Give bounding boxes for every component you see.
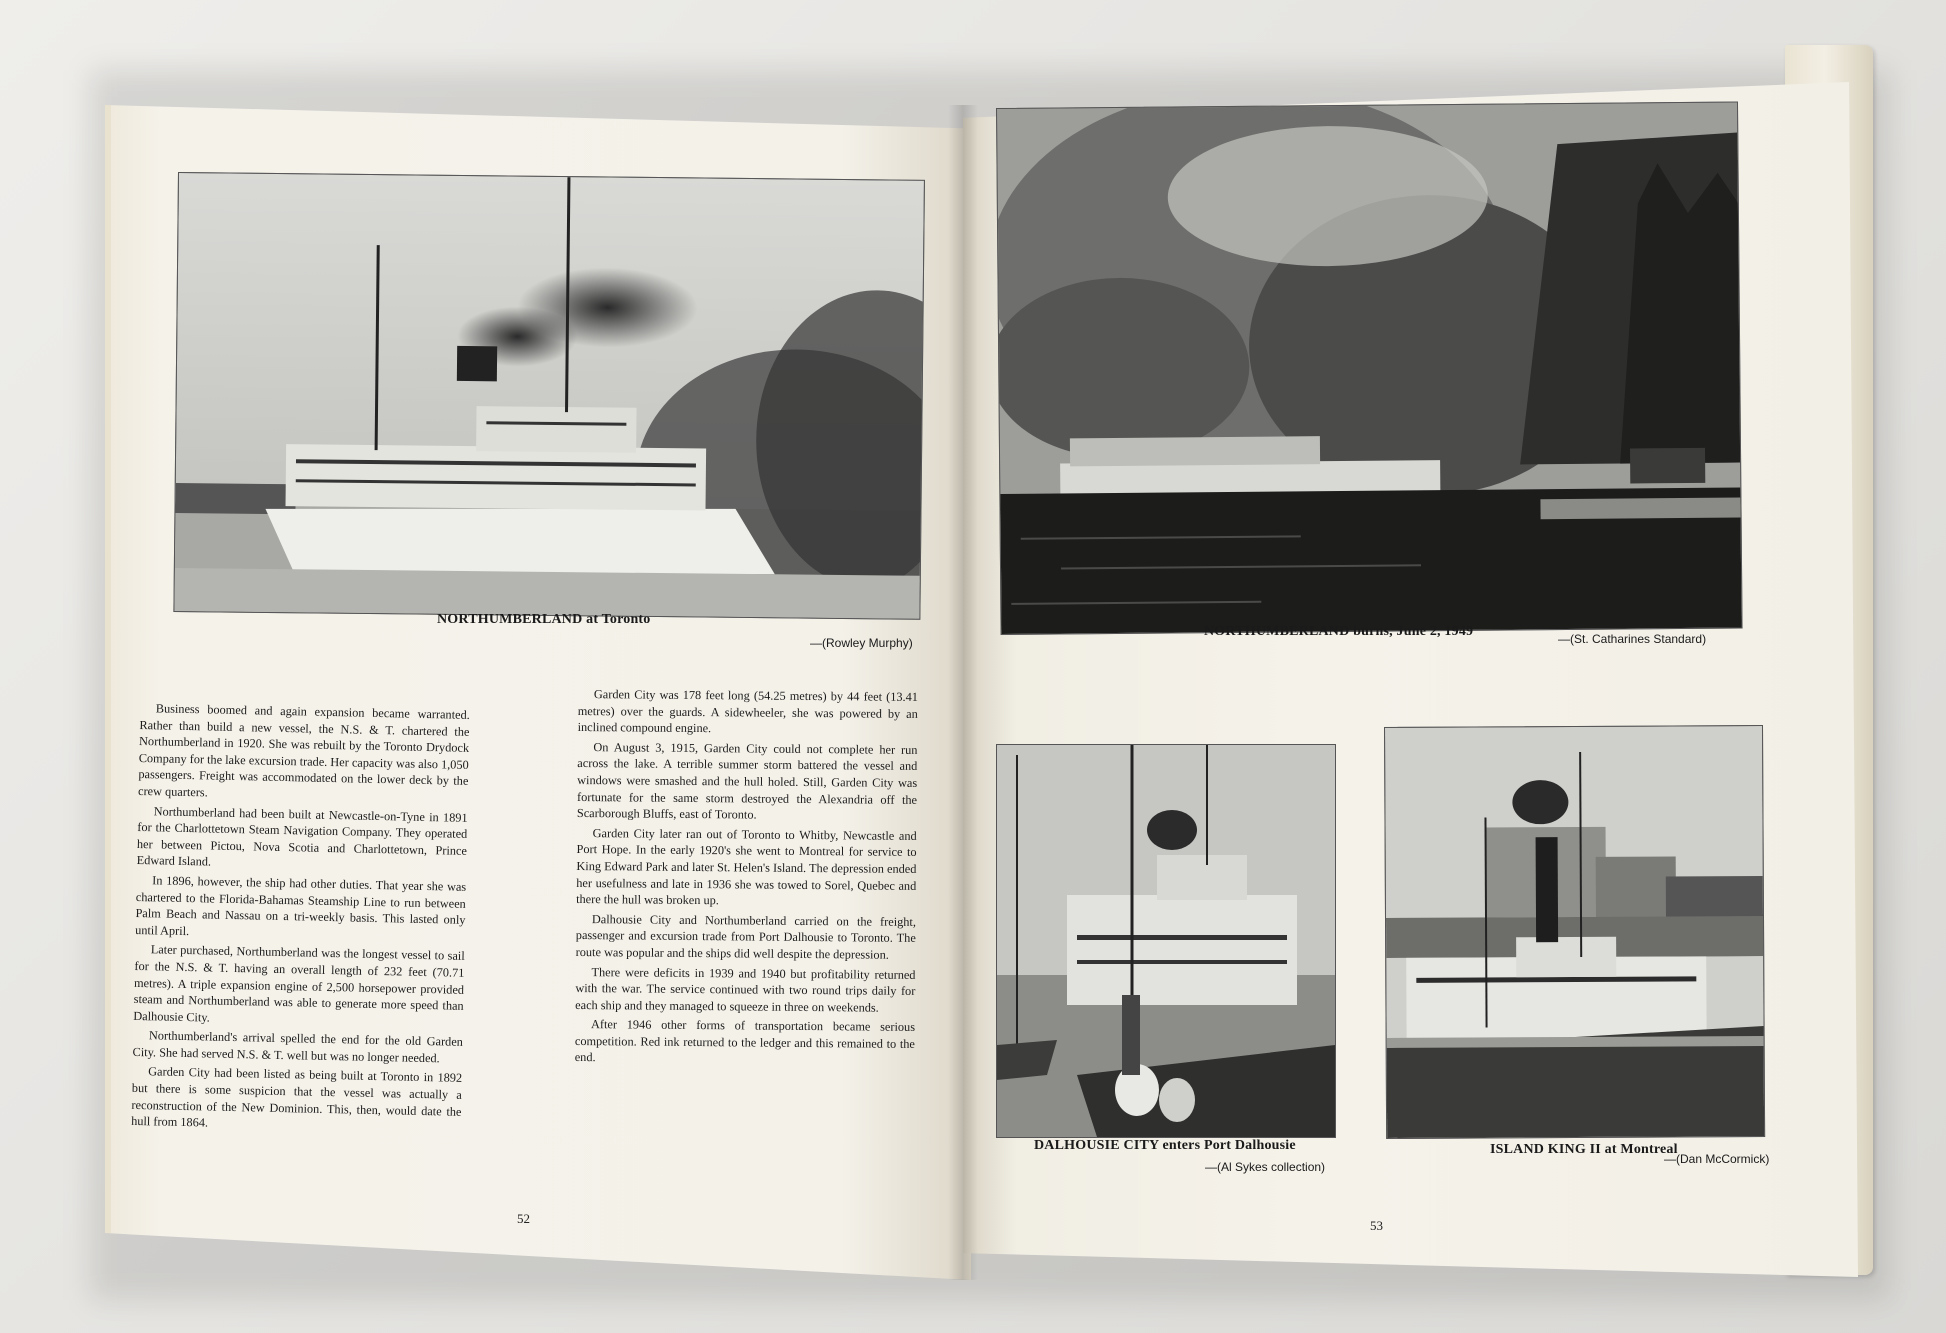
caption-top-right: NORTHUMBERLAND burns, June 2, 1949 (1204, 624, 1474, 639)
photo-dalhousie-city (996, 744, 1336, 1138)
steamship-image (174, 173, 924, 619)
paragraph: In 1896, however, the ship had other duties. That year she was chartered to the Florida-Bahamas Steamship Line to run between Palm Beach and Nassau on a tri-weekly basis. This lasted only until April. (135, 873, 467, 938)
paragraph: Garden City had been listed as being built at Toronto in 1892 but there is some suspicion that the vessel was actually a reconstruction of the New Dominion. This, then, would date the hull from 1864. (131, 1064, 463, 1130)
paragraph: Northumberland's arrival spelled the end for the old Garden City. She had served N.S. & T. well but was no longer needed. (132, 1028, 464, 1066)
paragraph: Garden City later ran out of Toronto to Whitby, Newcastle and Port Hope. In the early 1920's she went to Montreal for service to King Edward Park and later St. Helen's Island. The depression ended her usefulness and late in 1936 she was towed to Sorel, Quebec and there the hull was broken up. (576, 825, 917, 908)
paragraph: There were deficits in 1939 and 1940 but profitability returned with the war. The service continued with two round trips daily for each ship and they managed to squeeze in three on weekends. (575, 964, 916, 1015)
paragraph: Business boomed and again expansion became warranted. Rather than build a new vessel, the N.S. & T. chartered the Northumberland in 1920. She was rebuilt by the Toronto Drydock Company for the lake excursion trade. Her capacity was also 1,050 passengers. Freight was accommodated on the lower deck by the crew quarters. (137, 701, 470, 800)
ferry-image (1385, 726, 1764, 1138)
caption-bottom-right: ISLAND KING II at Montreal (1490, 1142, 1678, 1157)
paragraph: On August 3, 1915, Garden City could not complete her run across the lake. A terrible summer storm battered the vessel and windows were smashed and the hull holed. Still, Garden City was fortunate for the same storm destroyed the Alexandria off the Scarborough Bluffs, east of Toronto. (576, 739, 918, 822)
credit-top-right: —(St. Catharines Standard) (1558, 632, 1707, 646)
photo-northumberland-at-toronto (173, 172, 925, 620)
harbour-image (997, 745, 1335, 1137)
caption-bottom-left: DALHOUSIE CITY enters Port Dalhousie (1034, 1138, 1296, 1153)
photo-northumberland-burns (996, 102, 1743, 635)
credit-bottom-right: —(Dan McCormick) (1664, 1152, 1770, 1166)
text-column-1 (131, 700, 470, 1140)
photo-island-king (1384, 725, 1765, 1139)
page-number-right: 53 (1370, 1218, 1383, 1233)
paragraph: Later purchased, Northumberland was the longest vessel to sail for the N.S. & T. having an overall length of 232 feet (70.71 metres). A triple expansion engine of 2,500 horsepower provided steam and Northumberland was able to generate more speed than Dalhousie City. (133, 942, 465, 1025)
paragraph: Garden City was 178 feet long (54.25 metres) by 44 feet (13.41 metres) over the guards. A sidewheeler, she was powered by an inclined compound engine. (577, 687, 918, 736)
caption-top-left: NORTHUMBERLAND at Toronto (437, 612, 651, 627)
page-number-left: 52 (517, 1211, 530, 1226)
book-gutter (948, 105, 978, 1280)
fire-image (997, 103, 1742, 634)
credit-bottom-left: —(Al Sykes collection) (1205, 1160, 1326, 1174)
credit-top-left: —(Rowley Murphy) (810, 636, 913, 650)
paragraph: After 1946 other forms of transportation became serious competition. Red ink returned to the ledger and this remained to the end. (574, 1017, 916, 1065)
text-column-2 (575, 686, 918, 1072)
paragraph: Northumberland had been built at Newcastle-on-Tyne in 1891 for the Charlottetown Steam Navigation Company. They operated her between Pictou, Nova Scotia and Charlottetown, Prince Edward Island. (136, 803, 468, 869)
paragraph: Dalhousie City and Northumberland carried on the freight, passenger and excursion trade from Port Dalhousie to Toronto. The route was popular and the ships did well despite the depression. (575, 911, 917, 962)
